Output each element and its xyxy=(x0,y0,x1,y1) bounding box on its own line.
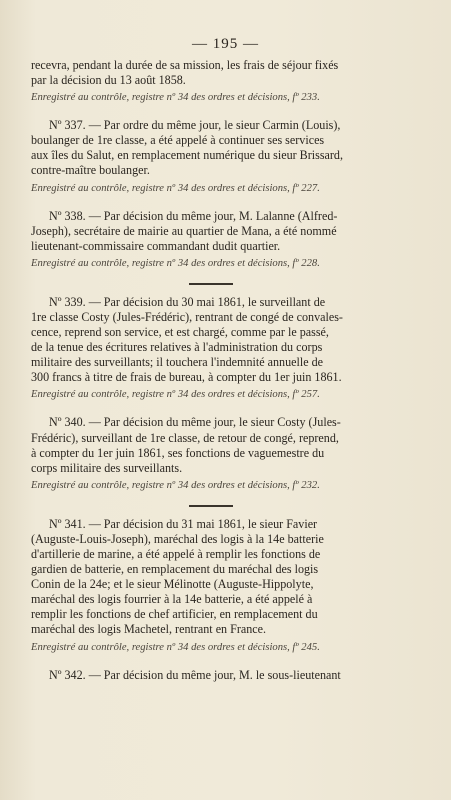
registration-note: Enregistré au contrôle, registre nº 34 des ordres et décisions, fº 257. xyxy=(31,389,320,401)
text-line: contre-maître boulanger. xyxy=(31,163,150,178)
entry-text xyxy=(31,58,391,88)
text-line: 300 francs à titre de frais de bureau, à compter du 1er juin 1861. xyxy=(31,370,342,385)
text-line: maréchal des logis fourrier à la 14e batterie, a été appelé à xyxy=(31,592,313,607)
text-line: boulanger de 1re classe, a été appelé à continuer ses services xyxy=(31,133,325,148)
registration-note: Enregistré au contrôle, registre nº 34 des ordres et décisions, fº 232. xyxy=(31,479,320,491)
entry-342 xyxy=(31,668,391,683)
text-line: Conin de la 24e; et le sieur Mélinotte (Auguste-Hippolyte, xyxy=(31,577,314,592)
entry-339 xyxy=(31,295,391,403)
text-line: Nº 337. — Par ordre du même jour, le sieur Carmin (Louis), xyxy=(49,118,341,133)
entry-337 xyxy=(31,118,391,195)
entry-continuation xyxy=(31,58,391,105)
text-line: maréchal des logis Machetel, rentrant en France. xyxy=(31,622,267,637)
entry-340 xyxy=(31,415,391,492)
text-line: Nº 339. — Par décision du 30 mai 1861, le surveillant de xyxy=(49,294,326,309)
text-line: Nº 340. — Par décision du même jour, le sieur Costy (Jules- xyxy=(49,415,341,430)
text-line: (Auguste-Louis-Joseph), maréchal des logis à la 14e batterie xyxy=(31,531,324,546)
registration-note: Enregistré au contrôle, registre nº 34 des ordres et décisions, fº 245. xyxy=(31,641,320,653)
text-line: lieutenant-commissaire commandant dudit quartier. xyxy=(31,238,281,253)
text-line: de la tenue des écritures relatives à l'administration du corps xyxy=(31,340,323,355)
text-line: corps militaire des surveillants. xyxy=(31,460,183,475)
text-line: 1re classe Costy (Jules-Frédéric), rentrant de congé de convales- xyxy=(31,309,343,324)
page-content xyxy=(31,58,391,683)
page-number: — 195 — xyxy=(192,36,259,52)
entry-text xyxy=(31,209,391,254)
text-line: Nº 341. — Par décision du 31 mai 1861, le sieur Favier xyxy=(49,516,318,531)
entry-text xyxy=(31,517,391,638)
entry-341 xyxy=(31,517,391,655)
entry-text xyxy=(31,118,391,178)
entry-text xyxy=(31,668,391,683)
text-line: remplir les fonctions de chef artificier, en remplacement du xyxy=(31,607,318,622)
section-divider xyxy=(189,283,233,285)
text-line: Joseph), secrétaire de mairie au quartier de Mana, a été nommé xyxy=(31,223,337,238)
text-line: recevra, pendant la durée de sa mission, les frais de séjour fixés xyxy=(31,58,339,72)
text-line: d'artillerie de marine, a été appelé à remplir les fonctions de xyxy=(31,546,321,561)
section-divider xyxy=(189,505,233,507)
text-line: Nº 338. — Par décision du même jour, M. Lalanne (Alfred- xyxy=(49,208,338,223)
registration-note: Enregistré au contrôle, registre nº 34 des ordres et décisions, fº 228. xyxy=(31,257,320,269)
text-line: Frédéric), surveillant de 1re classe, de retour de congé, reprend, xyxy=(31,430,339,445)
entry-text xyxy=(31,295,391,386)
text-line: par la décision du 13 août 1858. xyxy=(31,73,186,88)
registration-note: Enregistré au contrôle, registre nº 34 des ordres et décisions, fº 233. xyxy=(31,92,320,104)
text-line: cence, reprend son service, et est chargé, comme par le passé, xyxy=(31,325,329,340)
entry-338 xyxy=(31,209,391,271)
text-line: aux îles du Salut, en remplacement numérique du sieur Brissard, xyxy=(31,148,344,163)
entry-text xyxy=(31,415,391,475)
text-line: Nº 342. — Par décision du même jour, M. le sous-lieutenant xyxy=(49,667,341,682)
text-line: à compter du 1er juin 1861, ses fonctions de vaguemestre du xyxy=(31,445,325,460)
text-line: militaire des surveillants; il touchera l'indemnité annuelle de xyxy=(31,355,324,370)
registration-note: Enregistré au contrôle, registre nº 34 des ordres et décisions, fº 227. xyxy=(31,182,320,194)
text-line: gardien de batterie, en remplacement du maréchal des logis xyxy=(31,562,319,577)
